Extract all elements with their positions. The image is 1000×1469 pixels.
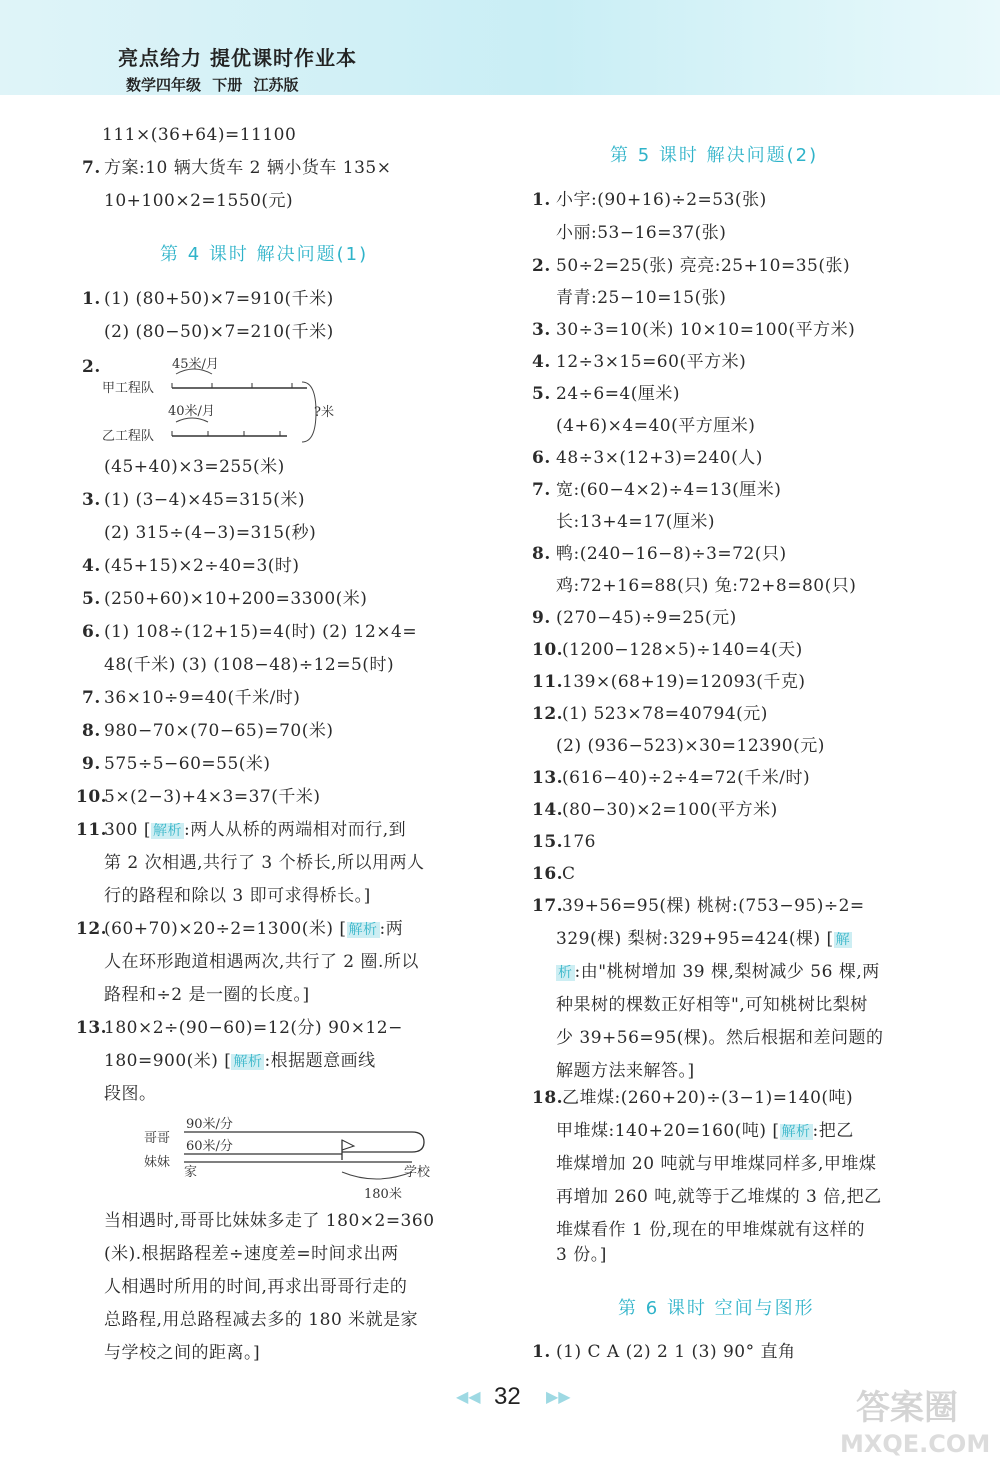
answer-text: 小宇:(90+16)÷2=53(张) [556, 190, 767, 210]
answer-line: 第 2 次相遇,共行了 3 个桥长,所以用两人 [104, 853, 425, 873]
answer-line [532, 606, 737, 630]
watermark-url: MXQE.COM [840, 1430, 991, 1458]
answer-line: 48(千米) (3) (108−48)÷12=5(时) [104, 655, 395, 675]
answer-text: (250+60)×10+200=3300(米) [104, 589, 368, 609]
answer-line [82, 686, 300, 710]
answer-text: (1) (80+50)×7=910(千米) [104, 289, 334, 309]
answer-line [82, 752, 271, 776]
home-label: 家 [184, 1165, 198, 1180]
segment-diagram-siblings [142, 1110, 482, 1204]
answer-line [82, 488, 305, 512]
question-number: 3. [82, 490, 101, 510]
yi-speed-label: 40米/月 [168, 404, 215, 419]
answer-line [556, 927, 852, 952]
book-title: 亮点给力 提优课时作业本 [118, 46, 357, 70]
answer-text: 329(棵) 梨树:329+95=424(棵) [ [556, 929, 834, 949]
answer-line: 111×(36+64)=11100 [102, 125, 297, 145]
answer-text: 139×(68+19)=12093(千克) [562, 672, 806, 692]
answer-line [532, 894, 865, 918]
answer-text: 方案:10 辆大货车 2 辆小货车 135× [104, 158, 392, 178]
answer-line: 种果树的棵数正好相等",可知桃树比梨树 [556, 995, 868, 1015]
answer-line: 鸡:72+16=88(只) 兔:72+8=80(只) [556, 576, 857, 596]
answer-text: 12÷3×15=60(平方米) [556, 352, 747, 372]
question-number: 9. [532, 608, 551, 628]
answer-line: 再增加 260 吨,就等于乙堆煤的 3 倍,把乙 [556, 1187, 882, 1207]
answer-line: 青青:25−10=15(张) [556, 288, 727, 308]
meimei-speed: 60米/分 [186, 1139, 233, 1154]
answer-text: 乙堆煤:(260+20)÷(3−1)=140(吨) [562, 1088, 854, 1108]
question-number: 18. [532, 1088, 564, 1108]
question-number: 1. [532, 190, 551, 210]
answer-line [76, 1016, 403, 1040]
question-number: 16. [532, 864, 564, 884]
answer-line: 长:13+4=17(厘米) [556, 512, 716, 532]
question-number: 4. [82, 556, 101, 576]
answer-text: 300 [ [104, 820, 151, 840]
question-number: 14. [532, 800, 564, 820]
answer-text: 48÷3×(12+3)=240(人) [556, 448, 763, 468]
answer-text: 36×10÷9=40(千米/时) [104, 688, 301, 708]
answer-text: (45+15)×2÷40=3(时) [104, 556, 300, 576]
section-heading: 第 6 课时 空间与图形 [618, 1298, 815, 1319]
answer-line [82, 156, 391, 180]
answer-line [532, 382, 680, 406]
answer-text: 24÷6=4(厘米) [556, 384, 681, 404]
answer-line: 人在环形跑道相遇两次,共行了 2 圈.所以 [104, 952, 419, 972]
answer-line [82, 554, 300, 578]
answer-line [532, 830, 596, 854]
question-number [82, 355, 101, 379]
prev-arrows-icon: ◀◀ [456, 1387, 481, 1406]
question-number: 11. [76, 820, 108, 840]
answer-line [532, 1086, 853, 1110]
answer-line: 总路程,用总路程减去多的 180 米就是家 [104, 1310, 419, 1330]
answer-text: 180=900(米) [ [104, 1051, 232, 1071]
segment-diagram-workteams [102, 352, 362, 448]
question-number: 11. [532, 672, 564, 692]
answer-text: (1) (3−4)×45=315(米) [104, 490, 305, 510]
answer-text: (1) 523×78=40794(元) [562, 704, 768, 724]
answer-line [532, 1340, 796, 1364]
answer-line: 3 份。] [556, 1245, 607, 1265]
page-number: 32 [494, 1383, 521, 1410]
question-number: 13. [532, 768, 564, 788]
question-number: 7. [532, 480, 551, 500]
answer-line: 小丽:53−16=37(张) [556, 223, 727, 243]
answer-text: 575÷5−60=55(米) [104, 754, 271, 774]
answer-line [532, 862, 576, 886]
answer-text: :由"桃树增加 39 棵,梨树减少 56 棵,两 [574, 962, 880, 982]
answer-line: 段图。 [104, 1084, 157, 1104]
question-number: 3. [532, 320, 551, 340]
answer-text: 甲堆煤:140+20=160(吨) [ [556, 1121, 780, 1141]
book-subtitle: 数学四年级 下册 江苏版 [126, 76, 299, 94]
question-number: 1. [532, 1342, 551, 1362]
question-number: 2. [532, 256, 551, 276]
question-number: 6. [82, 622, 101, 642]
answer-line: 堆煤增加 20 吨就与甲堆煤同样多,甲堆煤 [556, 1154, 877, 1174]
answer-line: 10+100×2=1550(元) [104, 191, 294, 211]
answer-line [82, 620, 417, 644]
question-number: 5. [532, 384, 551, 404]
question-number: 4. [532, 352, 551, 372]
answer-line: (4+6)×4=40(平方厘米) [556, 416, 756, 436]
section-heading: 第 5 课时 解决问题(2) [610, 145, 819, 166]
answer-line [76, 818, 406, 843]
question-number: 8. [82, 721, 101, 741]
answer-text: 宽:(60−4×2)÷4=13(厘米) [556, 480, 782, 500]
answer-line [76, 785, 320, 809]
gege-turn [412, 1132, 424, 1152]
answer-line [532, 702, 768, 726]
answer-line: (2) 315÷(4−3)=315(秒) [104, 523, 317, 543]
question-number: 13. [76, 1018, 108, 1038]
question-number: 10. [532, 640, 564, 660]
analysis-tag: 解析 [348, 922, 378, 938]
answer-line: 堆煤看作 1 份,现在的甲堆煤就有这样的 [556, 1220, 866, 1240]
answer-line [556, 960, 880, 985]
answer-line [532, 188, 767, 212]
answer-line: 行的路程和除以 3 即可求得桥长。] [104, 886, 371, 906]
section-heading: 第 4 课时 解决问题(1) [160, 244, 369, 265]
diff-label: 180米 [364, 1187, 402, 1202]
question-number: 5. [82, 589, 101, 609]
answer-line: 路程和÷2 是一圈的长度。] [104, 985, 310, 1005]
answer-text: (80−30)×2=100(平方米) [562, 800, 778, 820]
question-number: 9. [82, 754, 101, 774]
answer-text: :两人从桥的两端相对而行,到 [183, 820, 407, 840]
answer-line [532, 350, 746, 374]
question-number: 17. [532, 896, 564, 916]
answer-line: 人相遇时所用的时间,再求出哥哥行走的 [104, 1277, 408, 1297]
answer-line: 当相遇时,哥哥比妹妹多走了 180×2=360 [104, 1211, 435, 1231]
meimei-label: 妹妹 [144, 1155, 171, 1170]
answer-text: :两 [379, 919, 404, 939]
answer-text: :根据题意画线 [264, 1051, 376, 1071]
answer-line [82, 287, 334, 311]
jia-speed-label: 45米/月 [172, 357, 219, 372]
answer-text: C [562, 864, 576, 884]
answer-line [556, 1119, 854, 1144]
answer-text: 180×2÷(90−60)=12(分) 90×12− [104, 1018, 403, 1038]
answer-text: (1200−128×5)÷140=4(天) [562, 640, 803, 660]
question-number: 7. [82, 688, 101, 708]
answer-line [532, 766, 810, 790]
next-arrows-icon: ▶▶ [546, 1387, 571, 1406]
jia-team-label: 甲工程队 [102, 381, 155, 396]
analysis-tag: 解析 [233, 1054, 263, 1070]
question-number: 7. [82, 158, 101, 178]
watermark-logo: 答案圈 [856, 1388, 958, 1428]
answer-line: (米).根据路程差÷速度差=时间求出两 [104, 1244, 399, 1264]
answer-line: (2) (936−523)×30=12390(元) [556, 736, 825, 756]
question-number: 10. [76, 787, 108, 807]
answer-line [532, 318, 855, 342]
answer-line: (2) (80−50)×7=210(千米) [104, 322, 334, 342]
answer-text: 鸭:(240−16−8)÷3=72(只) [556, 544, 787, 564]
gege-speed: 90米/分 [186, 1117, 233, 1132]
analysis-tag: 解析 [781, 1124, 811, 1140]
flag-icon [342, 1140, 354, 1150]
answer-text: (616−40)÷2÷4=72(千米/时) [562, 768, 811, 788]
answer-line [82, 587, 367, 611]
diff-brace [342, 1172, 412, 1179]
answer-text: 5×(2−3)+4×3=37(千米) [104, 787, 321, 807]
answer-line [82, 719, 333, 743]
answer-line [532, 798, 778, 822]
gege-label: 哥哥 [144, 1131, 171, 1146]
answer-text: (270−45)÷9=25(元) [556, 608, 737, 628]
yi-team-label: 乙工程队 [102, 429, 155, 444]
analysis-tag: 解析 [152, 823, 182, 839]
school-label: 学校 [404, 1165, 431, 1180]
question-number: 1. [82, 289, 101, 309]
total-label: ?米 [314, 405, 334, 420]
question-number: 6. [532, 448, 551, 468]
answer-text: 39+56=95(棵) 桃树:(753−95)÷2= [562, 896, 865, 916]
answer-text: 30÷3=10(米) 10×10=100(平方米) [556, 320, 856, 340]
answer-line [532, 446, 763, 470]
answer-text: (1) 108÷(12+15)=4(时) (2) 12×4= [104, 622, 418, 642]
question-number: 12. [76, 919, 108, 939]
question-number: 15. [532, 832, 564, 852]
analysis-tag: 解 [835, 932, 851, 948]
question-number-text: 2. [82, 357, 101, 377]
answer-line [532, 254, 850, 278]
answer-text: 50÷2=25(张) 亮亮:25+10=35(张) [556, 256, 851, 276]
answer-line: 解题方法来解答。] [556, 1061, 695, 1081]
answer-line [76, 917, 403, 942]
answer-text: :把乙 [812, 1121, 854, 1141]
answer-line [104, 1049, 376, 1074]
answer-line: 少 39+56=95(棵)。然后根据和差问题的 [556, 1028, 884, 1048]
answer-line [532, 542, 787, 566]
answer-line [532, 670, 806, 694]
answer-line [532, 478, 781, 502]
answer-line: 与学校之间的距离。] [104, 1343, 261, 1363]
answer-text: (1) C A (2) 2 1 (3) 90° 直角 [556, 1342, 796, 1362]
answer-text: 176 [562, 832, 596, 852]
answer-line [532, 638, 803, 662]
question-number: 8. [532, 544, 551, 564]
answer-text: 980−70×(70−65)=70(米) [104, 721, 334, 741]
question-number: 12. [532, 704, 564, 724]
answer-text: (60+70)×20÷2=1300(米) [ [104, 919, 347, 939]
analysis-tag: 析 [558, 965, 573, 981]
answer-line: (45+40)×3=255(米) [104, 457, 285, 477]
